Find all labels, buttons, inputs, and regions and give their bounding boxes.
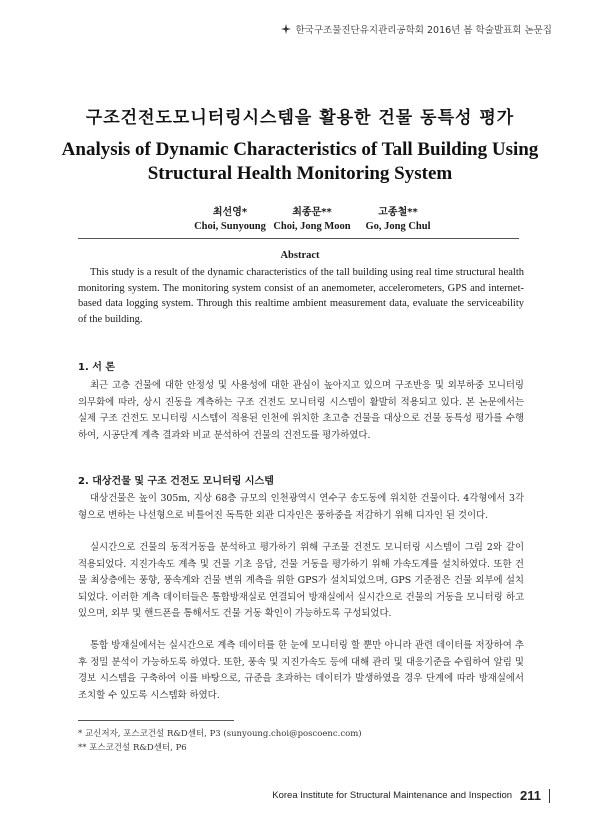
footnote-2: ** 포스코건설 R&D센터, P6 — [78, 743, 187, 753]
diamond-mark-icon — [281, 24, 291, 34]
section-2-heading: 2. 대상건물 및 구조 건전도 모니터링 시스템 — [78, 476, 274, 487]
abstract-heading: Abstract — [280, 250, 320, 261]
footer-institute: Korea Institute for Structural Maintenance and Inspection — [272, 790, 513, 801]
section-2-paragraph-2: 실시간으로 건물의 동적거동을 분석하고 평가하기 위해 구조물 건전도 모니터링 시스템이 그림 2와 같이 적용되었다. 지진가속도 계측 및 건물 기초 응답, 건물 거동을 평가하기 위해 가속도계를 설치하였다. 또한 건물 최상층에는 풍향, 풍속계와 건물 변위 계측을 위한 GPS가 설치되었으며, GPS 기준점은 건물 외부에 설치되었다. 이러한 계측 데이터들은 통합방재실로 연결되어 방재실에서 실시간으로 건물의 거동을 모니터링 하고 있으며, 외부 및 핸드폰을 통해서도 건물 거동 확인이 가능하도록 구성되었다. — [78, 542, 524, 620]
author-2-english: Choi, Jong Moon — [273, 221, 351, 232]
running-header — [281, 22, 552, 36]
section-2-paragraph-1: 대상건물은 높이 305m, 지상 68층 규모의 인천광역시 연수구 송도동에 위치한 건물이다. 4각형에서 3각형으로 변하는 나선형으로 비틀어진 독특한 외관 디자인은 풍하중을 저감하기 위해 디자인 된 것이다. — [78, 493, 524, 521]
page-footer — [272, 788, 550, 803]
abstract-text: This study is a result of the dynamic characteristics of the tall building using real time structural health monitoring system. The monitoring system consist of an anemometer, accelerometers, GPS and internet-based data logging system. Through this realtime ambient measurement data, evaluate the serviceability of the building. — [78, 267, 524, 325]
footnote-1: * 교신저자, 포스코건설 R&D센터, P3 (sunyoung.choi@poscoenc.com) — [78, 729, 362, 739]
author-3-korean: 고종철** — [378, 207, 418, 218]
title-divider — [78, 238, 519, 239]
title-english — [0, 138, 600, 186]
section-1-heading: 1. 서 론 — [78, 362, 116, 373]
footer-bar — [549, 789, 550, 803]
author-1-korean: 최선영* — [212, 207, 248, 218]
author-2-korean: 최종문** — [292, 207, 332, 218]
author-3 — [338, 203, 458, 232]
section-2-paragraph-3: 통합 방재실에서는 실시간으로 계측 데이터를 한 눈에 모니터링 할 뿐만 아니라 관련 데이터를 저장하여 추후 정밀 분석이 가능하도록 하였다. 또한, 풍속 및 지진가속도 등에 대해 관리 및 대응기준을 수립하여 알림 및 경보 시스템을 구축하여 이를 바탕으로, 규준을 초과하는 데이터가 발생하였을 경우 단계에 따라 방재실에서 조치할 수 있도록 시스템화 하였다. — [78, 640, 524, 701]
title-english-line2: Structural Health Monitoring System — [147, 163, 453, 184]
section-1-paragraph-1: 최근 고층 건물에 대한 안정성 및 사용성에 대한 관심이 높아지고 있으며 구조반응 및 외부하중 모니터링 의무화에 따라, 상시 진동을 계측하는 구조 건전도 모니터링 시스템이 활발히 적용되고 있다. 본 논문에서는 실제 구조 건전도 모니터링 시스템이 적용된 인천에 위치한 초고층 건물을 대상으로 건물 동특성 평가를 수행하여, 시공단계 계측 결과와 비교 분석하여 건물의 건전도를 평가하였다. — [78, 380, 524, 441]
author-1-english: Choi, Sunyoung — [194, 221, 266, 232]
footnote-divider — [78, 720, 234, 721]
author-3-english: Go, Jong Chul — [365, 221, 431, 232]
page-number: 211 — [520, 788, 541, 803]
title-english-line1: Analysis of Dynamic Characteristics of Tall Building Using — [61, 139, 539, 160]
title-korean: 구조건전도모니터링시스템을 활용한 건물 동특성 평가 — [85, 108, 515, 128]
journal-name: 한국구조물진단유지관리공학회 2016년 봄 학술발표회 논문집 — [295, 25, 552, 36]
